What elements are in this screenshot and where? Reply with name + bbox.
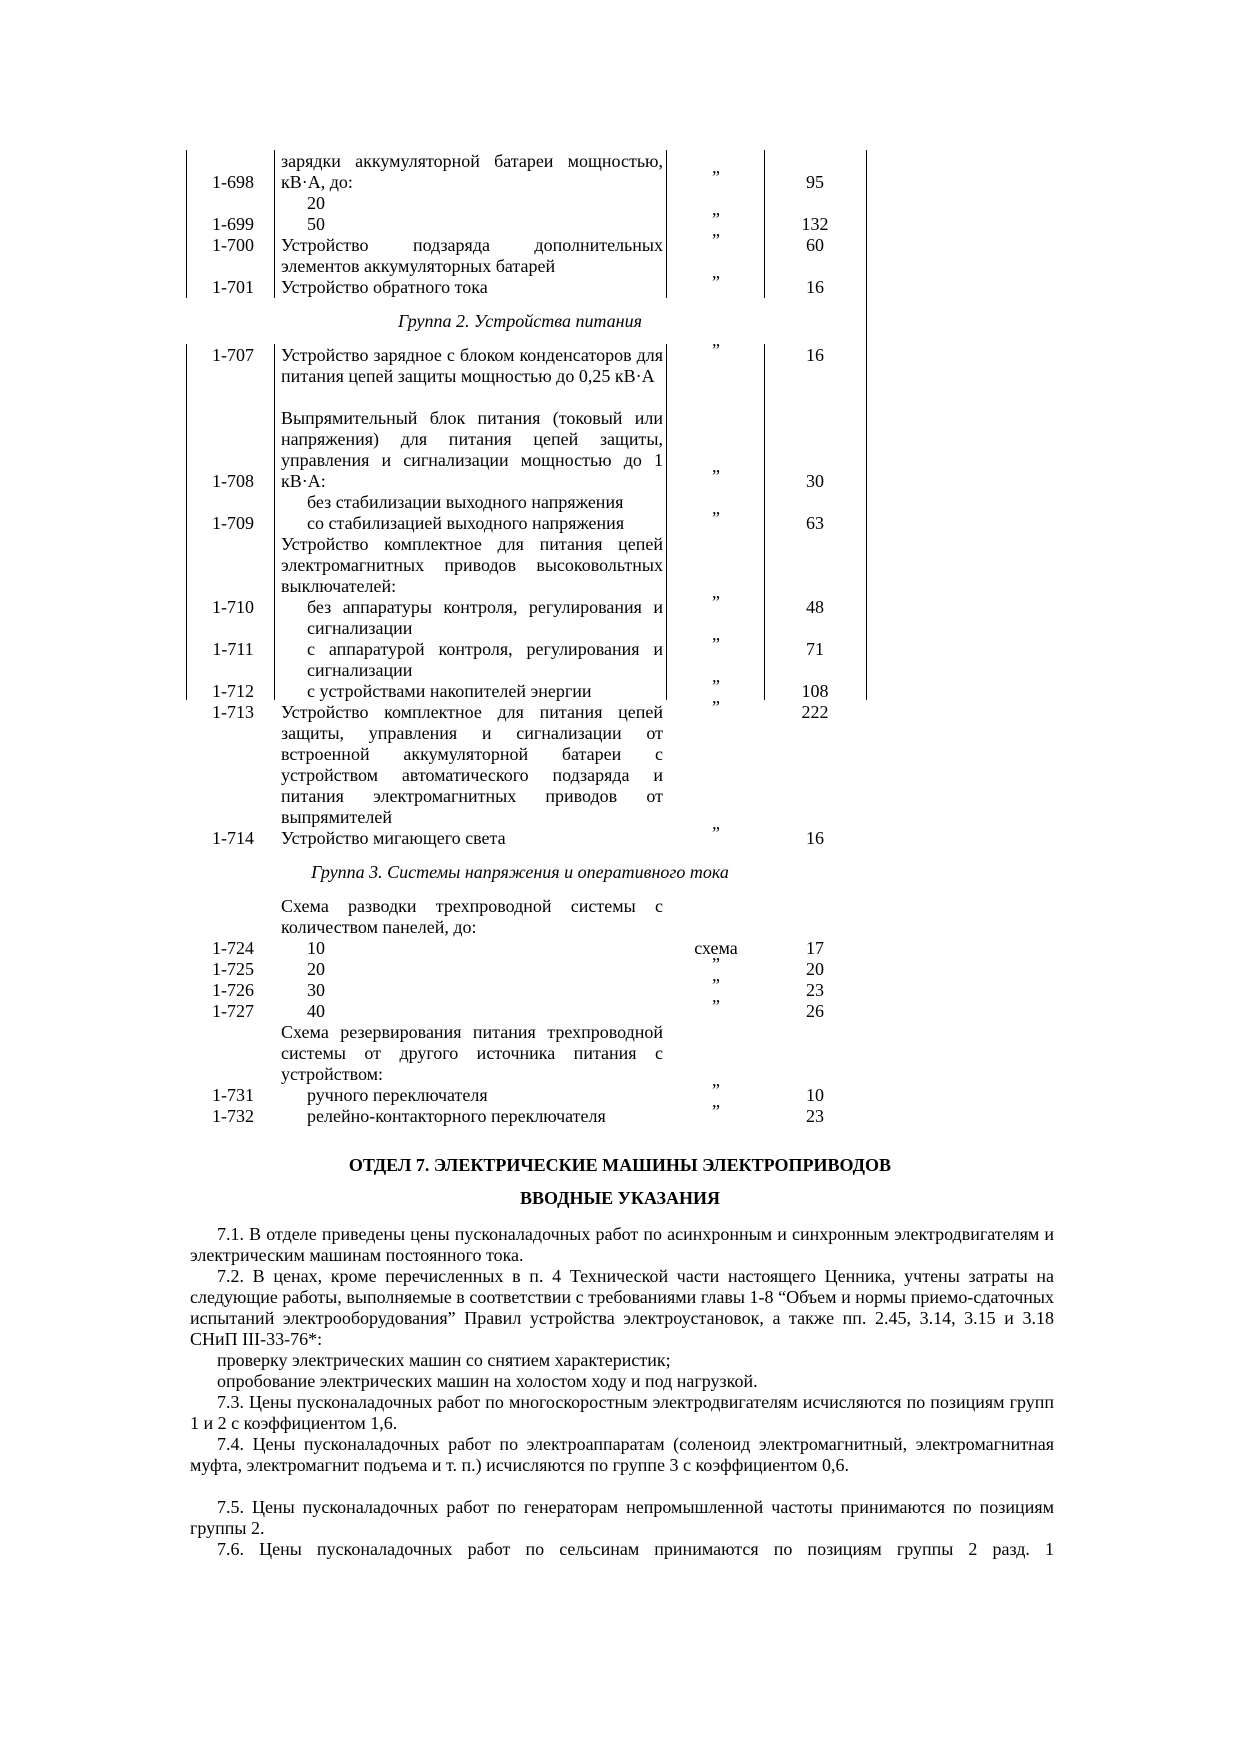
table-rule-unit-1 <box>666 150 667 298</box>
row-subitem: 20 <box>307 193 325 213</box>
paragraph-item-2: опробование электрических машин на холостом ходу и под нагрузкой. <box>217 1371 758 1391</box>
row-description: Схема резервирования питания трехпроводной системы от другого источника питания с устройством: <box>281 1022 663 1084</box>
row-subitem: со стабилизацией выходного напряжения <box>307 513 625 533</box>
row-price: 23 <box>806 1106 824 1126</box>
row-unit: ” <box>712 167 720 187</box>
row-code: 1-708 <box>212 471 254 491</box>
row-subitem: с устройствами накопителей энергии <box>307 681 592 701</box>
row-price: 20 <box>806 959 824 979</box>
row-description: Схема разводки трехпроводной системы с количеством панелей, до: <box>281 896 663 937</box>
row-price: 16 <box>806 277 824 297</box>
row-subitem: 40 <box>307 1001 325 1021</box>
row-unit: ” <box>712 954 720 974</box>
row-subitem: ручного переключателя <box>307 1085 488 1105</box>
row-price: 16 <box>806 828 824 848</box>
table-rule-left-2 <box>186 344 187 700</box>
row-code: 1-701 <box>212 277 254 297</box>
row-code: 1-711 <box>212 639 254 659</box>
table-rule-price-1 <box>764 150 765 298</box>
row-unit: ” <box>712 508 720 528</box>
table-rule-desc-1 <box>274 150 275 298</box>
row-price: 48 <box>806 597 824 617</box>
row-description: Устройство комплектное для питания цепей электромагнитных приводов высоковольтных выключателей: <box>281 534 663 596</box>
row-subitem: без аппаратуры контроля, регулирования и сигнализации <box>307 597 663 638</box>
row-description: Выпрямительный блок питания (токовый или напряжения) для питания цепей защиты, управления и сигнализации мощностью до 1 кВ·А: <box>281 408 663 491</box>
row-code: 1-732 <box>212 1106 254 1126</box>
row-code: 1-700 <box>212 235 254 255</box>
row-price: 60 <box>806 235 824 255</box>
paragraph-item-1: проверку электрических машин со снятием характеристик; <box>217 1350 671 1370</box>
row-subitem: 30 <box>307 980 325 1000</box>
section-title: ОТДЕЛ 7. ЭЛЕКТРИЧЕСКИЕ МАШИНЫ ЭЛЕКТРОПРИВОДОВ <box>348 1155 892 1175</box>
intro-title: ВВОДНЫЕ УКАЗАНИЯ <box>520 1188 720 1208</box>
row-price: 23 <box>806 980 824 1000</box>
group-title: Группа 3. Системы напряжения и оперативного тока <box>311 862 729 882</box>
row-subitem: без стабилизации выходного напряжения <box>307 492 624 512</box>
row-unit: ” <box>712 592 720 612</box>
row-price: 71 <box>806 639 824 659</box>
row-description: Устройство комплектное для питания цепей защиты, управления и сигнализации от встроенной аккумуляторной батареи с устройством автоматического подзаряда и питания электромагнитных приводов от выпрямителей <box>281 702 663 827</box>
row-price: 108 <box>801 681 829 701</box>
row-price: 222 <box>801 702 829 722</box>
row-code: 1-710 <box>212 597 254 617</box>
paragraph-7-6: 7.6. Цены пусконаладочных работ по сельсинам принимаются по позициям группы 2 разд. 1 <box>217 1539 1054 1559</box>
row-description: Устройство обратного тока <box>281 277 488 297</box>
row-code: 1-713 <box>212 702 254 722</box>
row-description: Устройство мигающего света <box>281 828 506 848</box>
row-subitem: релейно-контакторного переключателя <box>307 1106 606 1126</box>
row-price: 95 <box>806 172 824 192</box>
table-rule-price-2 <box>764 344 765 700</box>
table-rule-left-1 <box>186 150 187 298</box>
row-description: зарядки аккумуляторной батареи мощностью, <box>281 151 663 171</box>
row-code: 1-712 <box>212 681 254 701</box>
row-code: 1-731 <box>212 1085 254 1105</box>
paragraph-7-4: 7.4. Цены пусконаладочных работ по электроаппаратам (соленоид электромагнитный, электромагнитная муфта, электромагнит подъема и т. п.) исчисляются по группе 3 с коэффициентом 0,6. <box>190 1434 1054 1475</box>
row-unit: ” <box>712 975 720 995</box>
row-code: 1-724 <box>212 938 254 958</box>
row-code: 1-707 <box>212 345 254 365</box>
row-code: 1-725 <box>212 959 254 979</box>
paragraph-7-5: 7.5. Цены пусконаладочных работ по генераторам непромышленной частоты принимаются по позициям группы 2. <box>190 1497 1054 1538</box>
row-price: 16 <box>806 345 824 365</box>
row-subitem: 10 <box>307 938 325 958</box>
paragraph-7-3: 7.3. Цены пусконаладочных работ по многоскоростным электродвигателям исчисляются по позициям групп 1 и 2 с коэффициентом 1,6. <box>190 1392 1054 1433</box>
row-unit: ” <box>712 996 720 1016</box>
row-unit: ” <box>712 340 720 360</box>
row-price: 26 <box>806 1001 824 1021</box>
table-rule-unit-2 <box>666 344 667 700</box>
row-subitem: 20 <box>307 959 325 979</box>
row-price: 63 <box>806 513 824 533</box>
row-code: 1-698 <box>212 172 254 192</box>
row-code: 1-699 <box>212 214 254 234</box>
row-price: 30 <box>806 471 824 491</box>
row-code: 1-714 <box>212 828 254 848</box>
row-subitem: с аппаратурой контроля, регулирования и сигнализации <box>307 639 663 680</box>
row-unit: ” <box>712 1080 720 1100</box>
row-unit: схема <box>694 938 738 958</box>
row-description: Устройство зарядное с блоком конденсаторов для питания цепей защиты мощностью до 0,25 кВ·А <box>281 345 663 386</box>
row-code: 1-727 <box>212 1001 254 1021</box>
row-unit: ” <box>712 209 720 229</box>
group-title: Группа 2. Устройства питания <box>398 311 642 331</box>
row-unit: ” <box>712 466 720 486</box>
row-code: 1-709 <box>212 513 254 533</box>
row-unit: ” <box>712 230 720 250</box>
row-unit: ” <box>712 676 720 696</box>
row-unit: ” <box>712 272 720 292</box>
row-unit: ” <box>712 697 720 717</box>
row-description: Устройство подзаряда дополнительных элементов аккумуляторных батарей <box>281 235 663 276</box>
table-rule-desc-2 <box>274 344 275 700</box>
row-price: 17 <box>806 938 824 958</box>
row-code: 1-726 <box>212 980 254 1000</box>
row-description: кВ·А, до: <box>281 172 353 192</box>
row-unit: ” <box>712 1101 720 1121</box>
row-price: 10 <box>806 1085 824 1105</box>
row-unit: ” <box>712 823 720 843</box>
row-unit: ” <box>712 634 720 654</box>
table-rule-right <box>866 150 867 700</box>
row-price: 132 <box>801 214 829 234</box>
paragraph-7-2: 7.2. В ценах, кроме перечисленных в п. 4 Технической части настоящего Ценника, учтены затраты на следующие работы, выполняемые в соответствии с требованиями главы 1-8 “Объем и нормы приемо-сдаточных испытаний электрооборудования” Правил устройства электроустановок, а также пп. 2.45, 3.14, 3.15 и 3.18 СНиП III-33-76*: <box>190 1266 1054 1349</box>
paragraph-7-1: 7.1. В отделе приведены цены пусконаладочных работ по асинхронным и синхронным электродвигателям и электрическим машинам постоянного тока. <box>190 1224 1054 1265</box>
row-subitem: 50 <box>307 214 325 234</box>
